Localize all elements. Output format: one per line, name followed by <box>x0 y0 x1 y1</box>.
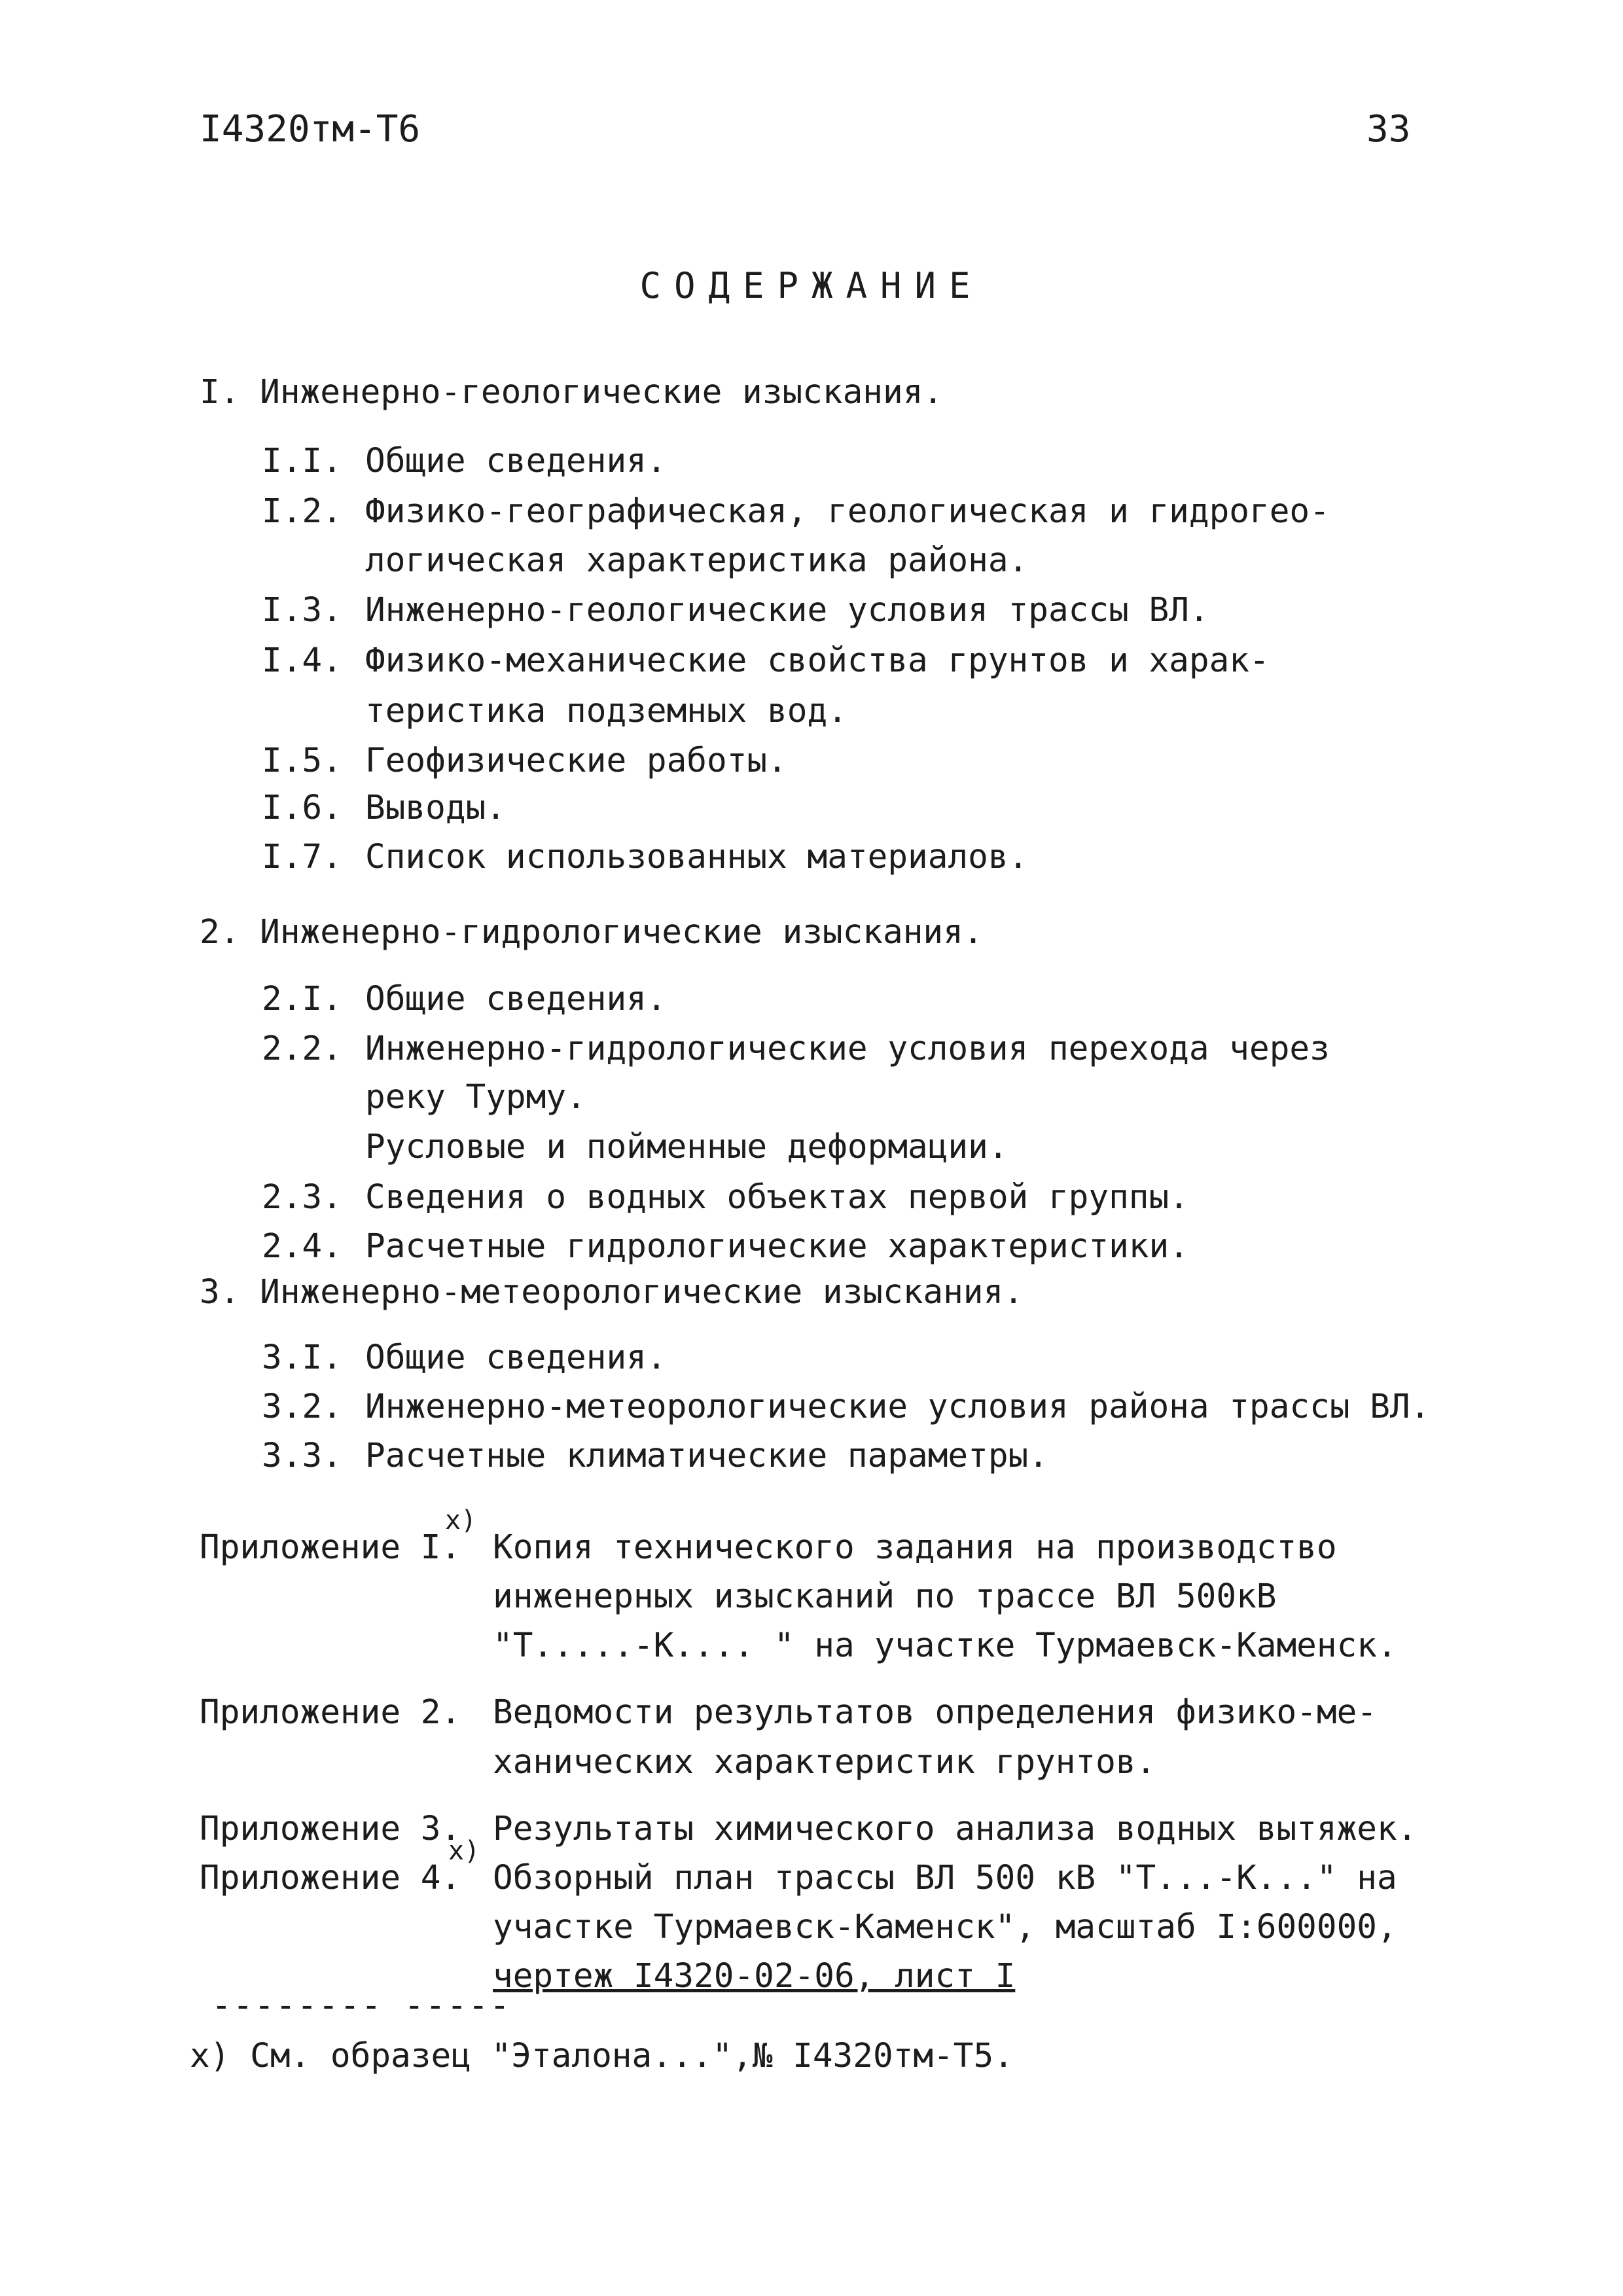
toc-item: I.3. Инженерно-геологические условия трассы ВЛ. <box>262 591 1209 630</box>
toc-item: 2.3. Сведения о водных объектах первой группы. <box>262 1178 1189 1217</box>
toc-item-continuation: логическая характеристика района. <box>365 541 1029 580</box>
toc-item: I.6. Выводы. <box>262 789 506 827</box>
appendix-entry: Приложение 2. Ведомости результатов определения физико-ме- <box>200 1693 1378 1732</box>
section-heading: 2. Инженерно-гидрологические изыскания. <box>200 913 984 952</box>
toc-item: 3.3. Расчетные климатические параметры. <box>262 1437 1048 1475</box>
toc-item: I.5. Геофизические работы. <box>262 742 787 780</box>
toc-item: 2.I. Общие сведения. <box>262 980 667 1018</box>
dash-line: -------- ----- <box>211 1986 511 2025</box>
toc-item: 3.2. Инженерно-метеорологические условия района трассы ВЛ. <box>262 1388 1431 1426</box>
appendix-continuation: ханических характеристик грунтов. <box>493 1743 1156 1782</box>
page-title: СОДЕРЖАНИЕ <box>639 265 984 306</box>
toc-item: I.I. Общие сведения. <box>262 442 667 480</box>
footnote-marker: x) <box>448 1836 480 1866</box>
toc-item-continuation: Русловые и пойменные деформации. <box>365 1128 1008 1166</box>
toc-item: 3.I. Общие сведения. <box>262 1338 667 1377</box>
appendix-entry: Приложение 3. Результаты химического анализа водных вытяжек. <box>200 1810 1418 1848</box>
section-heading: I. Инженерно-геологические изыскания. <box>200 373 944 412</box>
footnote-marker: x) <box>445 1505 477 1535</box>
section-heading: 3. Инженерно-метеорологические изыскания. <box>200 1273 1024 1312</box>
appendix-continuation: инженерных изысканий по трассе ВЛ 500кВ <box>493 1577 1277 1616</box>
toc-item: 2.2. Инженерно-гидрологические условия перехода через <box>262 1030 1330 1068</box>
appendix-continuation: "Т.....-К.... " на участке Турмаевск-Каменск. <box>493 1626 1397 1665</box>
document-code: I4320тм-Т6 <box>200 108 421 151</box>
appendix-entry: Приложение I. Копия технического задания на производство <box>200 1528 1337 1567</box>
appendix-entry: Приложение 4. Обзорный план трассы ВЛ 500 кВ "Т...-К..." на <box>200 1859 1397 1897</box>
appendix-continuation: чертеж I4320-02-06, лист I <box>493 1957 1016 1996</box>
toc-item: I.2. Физико-географическая, геологическая и гидрогео- <box>262 492 1330 531</box>
toc-item: 2.4. Расчетные гидрологические характеристики. <box>262 1227 1189 1266</box>
toc-item: I.4. Физико-механические свойства грунтов и харак- <box>262 641 1270 680</box>
footnote: x) См. образец "Эталона...",№ I4320тм-Т5. <box>190 2037 1014 2075</box>
toc-item-continuation: теристика подземных вод. <box>365 692 847 730</box>
appendix-continuation: участке Турмаевск-Каменск", масштаб I:600000, <box>493 1908 1397 1946</box>
page-number: 33 <box>1366 108 1411 151</box>
toc-item: I.7. Список использованных материалов. <box>262 838 1029 876</box>
toc-item-continuation: реку Турму. <box>365 1078 586 1117</box>
